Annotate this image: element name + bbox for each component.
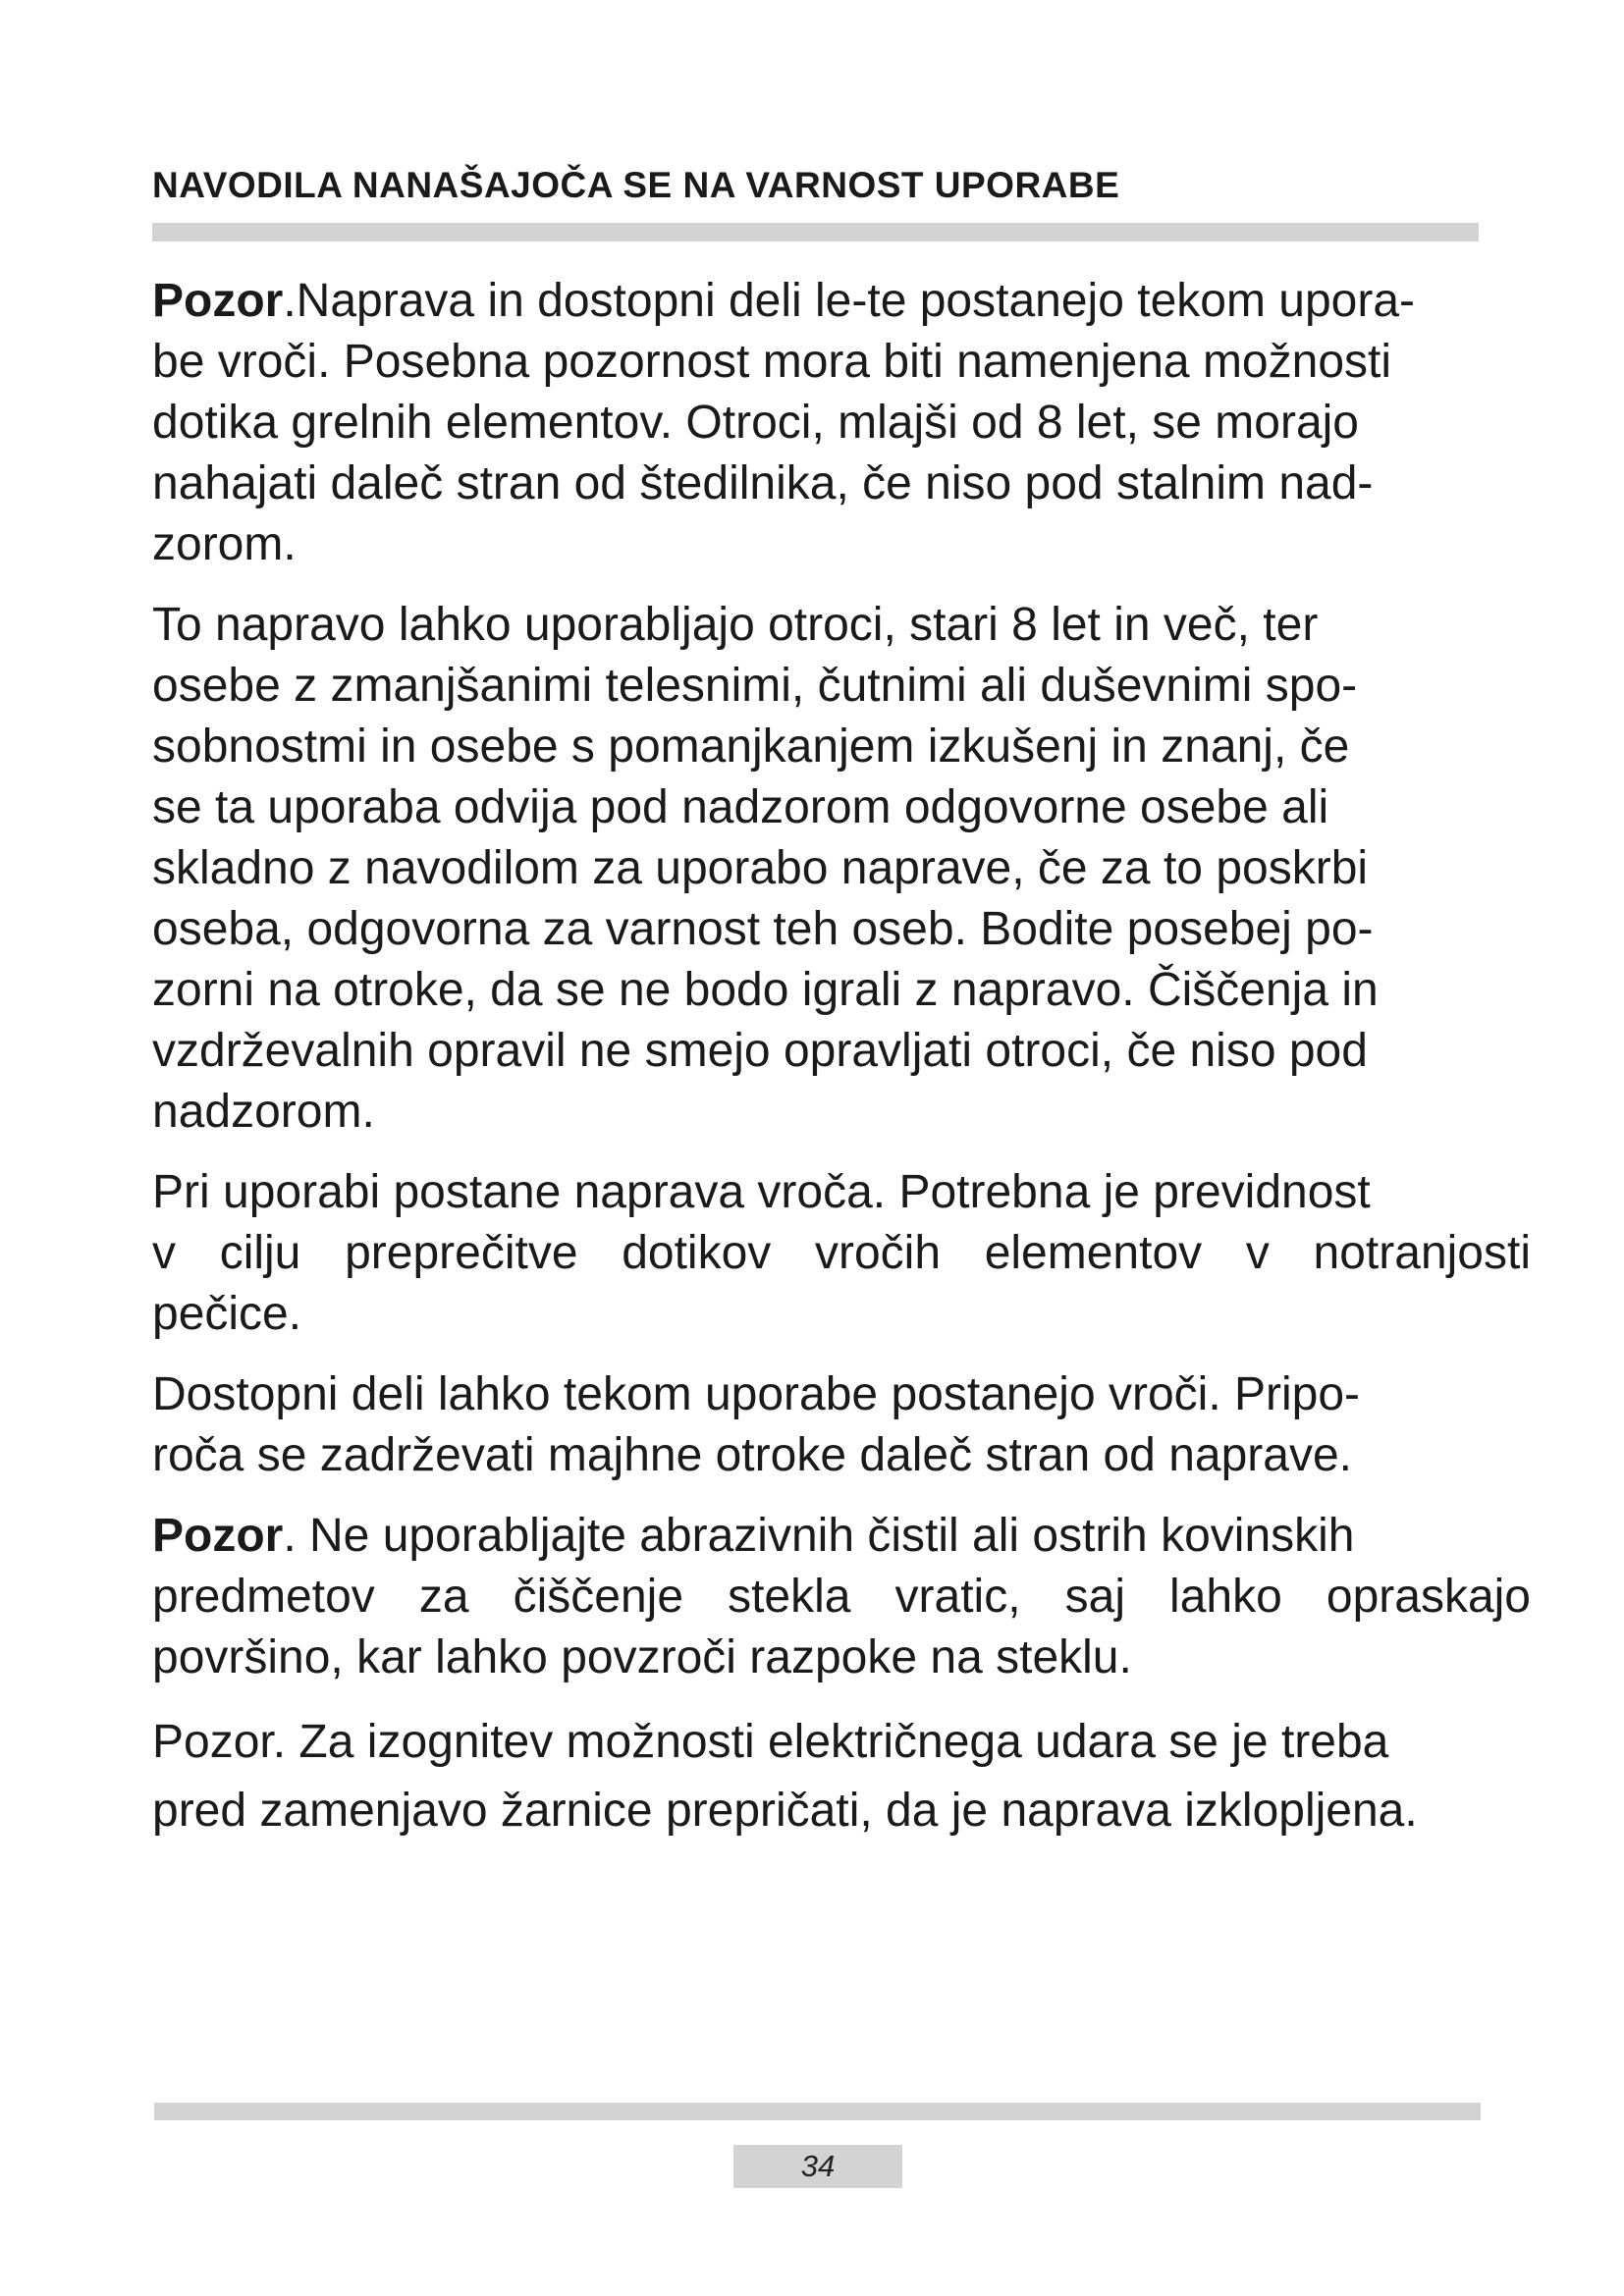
text-line: . Ne uporabljajte abrazivnih čistil ali ostrih kovinskih	[283, 1510, 1355, 1562]
text-line: predmetov za čiščenje stekla vratic, saj lahko opraskajo	[152, 1571, 1531, 1623]
warning-paragraph-electric-shock	[152, 1708, 1531, 1845]
page-number-box	[733, 2145, 902, 2188]
text-line: zorni na otroke, da se ne bodo igrali z napravo. Čiščenja in	[152, 964, 1379, 1016]
paragraph-hot-appliance	[152, 1162, 1531, 1345]
text-line: skladno z navodilom za uporabo naprave, če za to poskrbi	[152, 842, 1369, 894]
text-line: .Naprava in dostopni deli le-te postanejo tekom upora-	[283, 275, 1416, 327]
text-line: oseba, odgovorna za varnost teh oseb. Bodite posebej po-	[152, 903, 1374, 955]
text-line: nadzorom.	[152, 1086, 375, 1138]
footer-divider	[154, 2103, 1481, 2120]
warning-label: Pozor	[152, 1510, 284, 1562]
warning-label: Pozor	[152, 1716, 273, 1768]
text-line: osebe z zmanjšanimi telesnimi, čutnimi ali duševnimi spo-	[152, 660, 1358, 712]
header-divider	[152, 223, 1479, 241]
body-text	[152, 271, 1531, 1845]
text-line: se ta uporaba odvija pod nadzorom odgovorne osebe ali	[152, 781, 1329, 833]
text-line: Pri uporabi postane naprava vroča. Potrebna je previdnost	[152, 1166, 1371, 1218]
text-line: be vroči. Posebna pozornost mora biti namenjena možnosti	[152, 336, 1392, 388]
text-line: površino, kar lahko povzroči razpoke na steklu.	[152, 1631, 1132, 1683]
text-line: sobnostmi in osebe s pomanjkanjem izkušenj in znanj, če	[152, 721, 1350, 773]
paragraph-children-use	[152, 595, 1531, 1143]
text-line: vzdrževalnih opravil ne smejo opravljati otroci, če niso pod	[152, 1025, 1368, 1077]
text-line: pečice.	[152, 1288, 302, 1340]
text-line: nahajati daleč stran od štedilnika, če niso pod stalnim nad-	[152, 457, 1374, 509]
text-line: . Za izognitev možnosti električnega udara se je treba	[272, 1716, 1389, 1768]
paragraph-accessible-parts	[152, 1364, 1531, 1486]
page-number: 34	[800, 2149, 836, 2183]
page-title: NAVODILA NANAŠAJOČA SE NA VARNOST UPORABE	[152, 165, 1120, 205]
text-line: v cilju preprečitve dotikov vročih elementov v notranjosti	[152, 1227, 1531, 1279]
warning-paragraph-hot-parts	[152, 271, 1531, 575]
text-line: zorom.	[152, 518, 297, 570]
text-line: roča se zadrževati majhne otroke daleč stran od naprave.	[152, 1429, 1353, 1481]
warning-label: Pozor	[152, 275, 284, 327]
warning-paragraph-abrasive-cleaners	[152, 1506, 1531, 1688]
text-line: dotika grelnih elementov. Otroci, mlajši od 8 let, se morajo	[152, 397, 1359, 449]
text-line: Dostopni deli lahko tekom uporabe postanejo vroči. Pripo-	[152, 1368, 1361, 1420]
text-line: pred zamenjavo žarnice prepričati, da je naprava izklopljena.	[152, 1785, 1418, 1837]
text-line: To napravo lahko uporabljajo otroci, stari 8 let in več, ter	[152, 599, 1319, 651]
